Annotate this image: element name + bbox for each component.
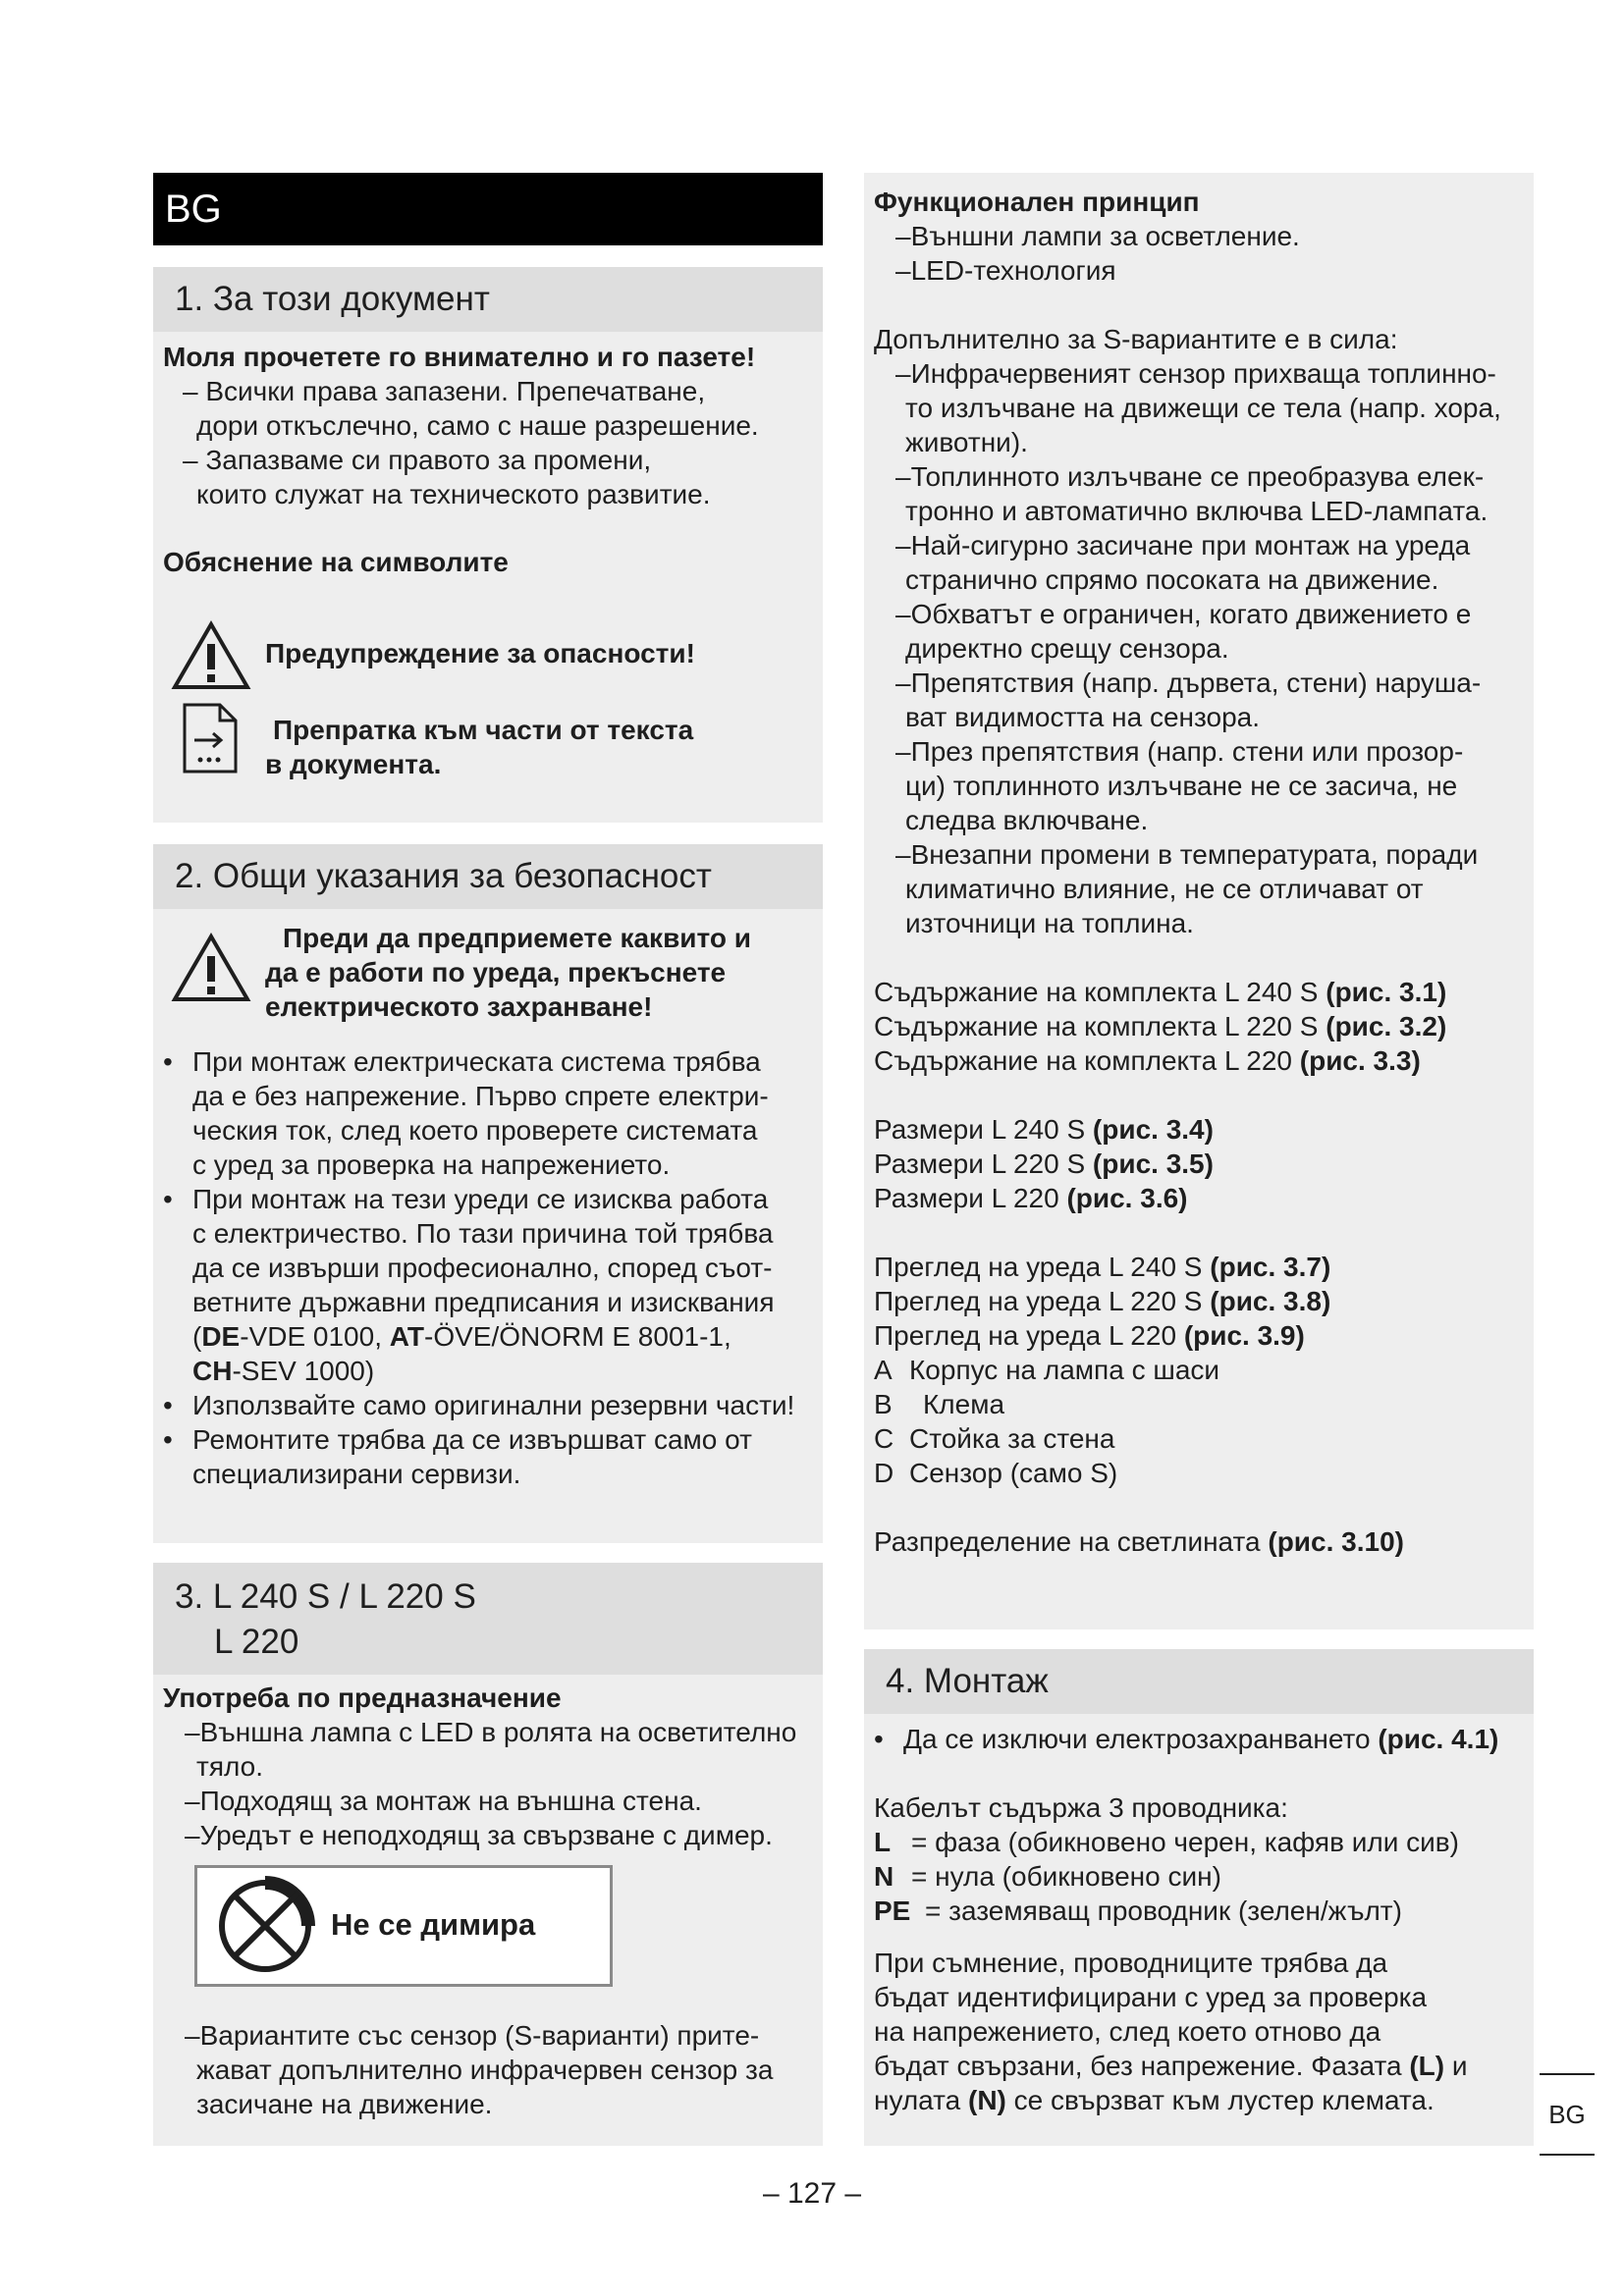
s-variant-intro: Допълнително за S-вариантите е в сила: bbox=[874, 324, 1398, 354]
list-line: то излъчване на движещи се тела (напр. хора, bbox=[905, 393, 1501, 423]
figure-ref: (рис. 3.6) bbox=[1066, 1183, 1188, 1213]
wire-item bbox=[874, 1825, 1524, 1859]
reference-text: Преглед на уреда L 220 S bbox=[874, 1286, 1211, 1316]
list-item bbox=[895, 528, 1524, 597]
list-item bbox=[895, 356, 1524, 459]
reference-text: Съдържание на комплекта L 220 bbox=[874, 1045, 1300, 1076]
doubt-note bbox=[874, 1946, 1524, 2117]
list-item bbox=[895, 837, 1524, 940]
list-line: тронно и автоматично включва LED-лампата. bbox=[905, 496, 1489, 526]
figure-ref: (рис. 3.9) bbox=[1183, 1320, 1305, 1351]
list-item bbox=[895, 666, 1524, 734]
section-title: 1. За този документ bbox=[153, 267, 823, 332]
note-line: на напрежението, след което отново да bbox=[874, 2016, 1381, 2047]
list-line: • Ремонтите трябва да се извършват само от bbox=[192, 1424, 752, 1455]
figure-ref: (рис. 3.8) bbox=[1210, 1286, 1331, 1316]
dimensions bbox=[874, 1112, 1524, 1215]
wire-code: L bbox=[874, 1827, 892, 1857]
list-line: следва включване. bbox=[905, 805, 1149, 835]
note-text: бъдат свързани, без напрежение. Фазата bbox=[874, 2051, 1410, 2081]
section-heading: Функционален принцип bbox=[874, 187, 1200, 217]
wire-text: = заземяващ проводник (зелен/жълт) bbox=[925, 1896, 1402, 1926]
list-item bbox=[153, 1422, 811, 1491]
list-line: –Вариантите със сензор (S-варианти) прите- bbox=[185, 2020, 760, 2051]
list-line: ческия ток, след което проверете системата bbox=[192, 1115, 758, 1146]
no-dimming-box bbox=[194, 1865, 613, 1987]
figure-reference bbox=[874, 1181, 1524, 1215]
list-line: директно срещу сензора. bbox=[905, 633, 1229, 664]
part-letter: D bbox=[874, 1458, 894, 1488]
figure-ref: (рис. 3.2) bbox=[1326, 1011, 1447, 1041]
list-item bbox=[895, 734, 1524, 837]
warning-line: електрическото захранване! bbox=[265, 991, 653, 1022]
reference-text: Разпределение на светлината bbox=[874, 1526, 1269, 1557]
reference-label bbox=[265, 713, 693, 781]
note-text: се свързват към луcтер клемата. bbox=[1005, 2085, 1435, 2115]
list-line: • При монтаж електрическата система трябва bbox=[192, 1046, 761, 1077]
list-line: жават допълнително инфрачервен сензор за bbox=[196, 2055, 774, 2085]
section-product bbox=[153, 1563, 823, 2146]
figure-reference bbox=[874, 1009, 1524, 1043]
warning-triangle-icon bbox=[171, 933, 251, 1003]
figure-reference bbox=[874, 1043, 1524, 1078]
section-safety bbox=[153, 844, 823, 1543]
note-text: и bbox=[1444, 2051, 1468, 2081]
figure-ref: (рис. 3.1) bbox=[1326, 977, 1447, 1007]
list-line: ци) топлинното излъчване не се засича, не bbox=[905, 771, 1458, 801]
section-heading: Употреба по предназначение bbox=[163, 1682, 562, 1713]
section-about-document bbox=[153, 267, 823, 823]
list-line: тяло. bbox=[196, 1751, 263, 1782]
norms-text: -VDE 0100, bbox=[240, 1321, 390, 1352]
list-item: –Подходящ за монтаж на външна стена. bbox=[185, 1786, 702, 1816]
sensor-note bbox=[185, 2018, 773, 2121]
note-line bbox=[874, 2083, 1524, 2117]
list-item bbox=[153, 1182, 811, 1388]
figure-ref: (рис. 3.3) bbox=[1299, 1045, 1421, 1076]
reference-text: Размери L 220 S bbox=[874, 1148, 1093, 1179]
part-letter: B bbox=[874, 1389, 893, 1419]
list-line: странично спрямо посоката на движение. bbox=[905, 564, 1439, 595]
cable-intro: Кабелът съдържа 3 проводника: bbox=[874, 1792, 1288, 1823]
norms-text: ( bbox=[192, 1321, 202, 1352]
list-line: да се извърши професионално, според съот- bbox=[192, 1253, 773, 1283]
country-code: AT bbox=[389, 1321, 425, 1352]
figure-ref: (рис. 3.10) bbox=[1268, 1526, 1404, 1557]
reference-text: Съдържание на комплекта L 240 S bbox=[874, 977, 1326, 1007]
part-item bbox=[874, 1353, 1524, 1387]
figure-reference bbox=[874, 1147, 1524, 1181]
wire-ref: (N) bbox=[968, 2085, 1006, 2115]
reference-label-line: в документа. bbox=[265, 749, 442, 779]
list-line: –Препятствия (напр. дървета, стени) наруша- bbox=[895, 667, 1482, 698]
warning-triangle-icon bbox=[171, 620, 251, 691]
reference-label-line: Препратка към части от текста bbox=[273, 715, 694, 745]
part-letter: C bbox=[874, 1423, 894, 1454]
note-line: При съмнение, проводниците трябва да bbox=[874, 1948, 1388, 1978]
norms-text: -ÖVE/ÖNORM E 8001-1, bbox=[424, 1321, 731, 1352]
list-item: –Външни лампи за осветление. bbox=[895, 221, 1300, 251]
section-title-line: 3. L 240 S / L 220 S bbox=[175, 1577, 476, 1616]
list-item bbox=[153, 1388, 811, 1422]
figure-ref: (рис. 3.4) bbox=[1092, 1114, 1214, 1145]
wire-code: N bbox=[874, 1861, 894, 1892]
list-line: • Използвайте само оригинални резервни части! bbox=[192, 1390, 795, 1420]
part-text: Сензор (само S) bbox=[909, 1458, 1118, 1488]
reference-text: Размери L 220 bbox=[874, 1183, 1067, 1213]
part-text: Стойка за стена bbox=[909, 1423, 1115, 1454]
wire-item bbox=[874, 1859, 1524, 1894]
note-line bbox=[874, 2049, 1524, 2083]
list-item: дори откъслечно, само с наше разрешение. bbox=[196, 410, 759, 441]
section-title-line: L 220 bbox=[214, 1623, 299, 1661]
list-line: с уред за проверка на напрежението. bbox=[192, 1149, 671, 1180]
wire-code: PE bbox=[874, 1896, 911, 1926]
country-code: DE bbox=[201, 1321, 241, 1352]
list-item: –Уредът е неподходящ за свързване с димер. bbox=[185, 1820, 773, 1850]
part-item bbox=[874, 1421, 1524, 1456]
list-item: – Запазваме си правото за промени, bbox=[183, 445, 652, 475]
list-line: ветните държавни предписания и изисквания bbox=[192, 1287, 775, 1317]
wire-item bbox=[874, 1894, 1524, 1928]
list-line: –Инфрачервеният сензор прихваща топлинно- bbox=[895, 358, 1496, 389]
list-item bbox=[874, 1722, 1524, 1756]
part-item bbox=[874, 1387, 1524, 1421]
figure-reference bbox=[874, 1250, 1524, 1284]
list-line: климатично влияние, не се отличават от bbox=[905, 874, 1424, 904]
list-line: –Топлинното излъчване се преобразува елек- bbox=[895, 461, 1485, 492]
list-line: да е без напрежение. Първо спрете електри- bbox=[192, 1081, 769, 1111]
norms-line bbox=[192, 1354, 811, 1388]
reference-text: Размери L 240 S bbox=[874, 1114, 1093, 1145]
s-variant-list bbox=[874, 356, 1524, 940]
warning-line: да е работи по уреда, прекъснете bbox=[265, 957, 727, 988]
list-line: –Най-сигурно засичане при монтаж на уреда bbox=[895, 530, 1471, 561]
note-text: нулата bbox=[874, 2085, 969, 2115]
list-line: • При монтаж на тези уреди се изисква работа bbox=[192, 1184, 769, 1214]
language-bar bbox=[153, 173, 823, 245]
note-line: бъдат идентифицирани с уред за проверка bbox=[874, 1982, 1428, 2012]
bullet: • bbox=[874, 1724, 884, 1754]
figure-ref: (рис. 4.1) bbox=[1378, 1724, 1499, 1754]
figure-ref: (рис. 3.7) bbox=[1210, 1252, 1331, 1282]
warning-line: Преди да предприемете каквито и bbox=[283, 923, 751, 953]
list-item bbox=[895, 597, 1524, 666]
list-line: –Външна лампа с LED в ролята на осветително bbox=[185, 1717, 797, 1747]
side-language-tab bbox=[1540, 2073, 1595, 2156]
list-line: специализирани сервизи. bbox=[192, 1459, 521, 1489]
list-text: Да се изключи електрозахранването bbox=[903, 1724, 1379, 1754]
list-line: –Обхватът е ограничен, когато движението е bbox=[895, 599, 1472, 629]
device-overview bbox=[874, 1250, 1524, 1490]
part-item bbox=[874, 1456, 1524, 1490]
safety-warning bbox=[265, 921, 751, 1024]
kit-contents bbox=[874, 975, 1524, 1078]
reference-text: Преглед на уреда L 220 bbox=[874, 1320, 1184, 1351]
figure-ref: (рис. 3.5) bbox=[1092, 1148, 1214, 1179]
list-item: –LED-технология bbox=[895, 255, 1116, 286]
reference-text: Преглед на уреда L 240 S bbox=[874, 1252, 1211, 1282]
figure-reference bbox=[874, 1112, 1524, 1147]
figure-reference bbox=[874, 1318, 1524, 1353]
list-line: –Внезапни промени в температурата, поради bbox=[895, 839, 1479, 870]
reference-text: Съдържание на комплекта L 220 S bbox=[874, 1011, 1326, 1041]
list-item: които служат на техническото развитие. bbox=[196, 479, 711, 509]
norms-text: -SEV 1000) bbox=[232, 1356, 375, 1386]
language-label: BG bbox=[165, 187, 222, 231]
no-dimmer-icon bbox=[211, 1872, 319, 1980]
list-item bbox=[153, 1044, 811, 1182]
list-line: ват видимостта на сензора. bbox=[905, 702, 1260, 732]
section-title: 4. Монтаж bbox=[864, 1649, 1534, 1714]
part-letter: A bbox=[874, 1355, 893, 1385]
wire-text: = нула (обикновено син) bbox=[911, 1861, 1221, 1892]
list-line: животни). bbox=[905, 427, 1028, 457]
list-item: – Всички права запазени. Препечатване, bbox=[183, 376, 706, 406]
part-text: Корпус на лампа с шаси bbox=[909, 1355, 1220, 1385]
country-code: CH bbox=[192, 1356, 233, 1386]
wire-ref: (L) bbox=[1409, 2051, 1445, 2081]
no-dimming-label: Не се димира bbox=[331, 1907, 536, 1942]
page-number: – 127 – bbox=[762, 2177, 862, 2210]
document-reference-icon bbox=[181, 701, 240, 775]
warning-label: Предупреждение за опасности! bbox=[265, 638, 695, 668]
safety-list bbox=[153, 1044, 811, 1491]
list-line: с електричество. По тази причина той трябва bbox=[192, 1218, 774, 1249]
section-function bbox=[864, 173, 1534, 1629]
wire-text: = фаза (обикновено черен, кафяв или сив) bbox=[911, 1827, 1459, 1857]
figure-reference bbox=[874, 1284, 1524, 1318]
figure-reference bbox=[874, 1524, 1524, 1559]
section-installation bbox=[864, 1649, 1534, 2146]
list-item bbox=[895, 459, 1524, 528]
section-heading: Моля прочетете го внимателно и го пазете! bbox=[163, 342, 756, 372]
section-title bbox=[153, 1563, 823, 1675]
list-item bbox=[163, 1715, 813, 1784]
figure-reference bbox=[874, 975, 1524, 1009]
list-line: източници на топлина. bbox=[905, 908, 1194, 938]
norms-line bbox=[192, 1319, 811, 1354]
list-line: –През препятствия (напр. стени или прозор- bbox=[895, 736, 1464, 767]
list-line: засичане на движение. bbox=[196, 2089, 493, 2119]
section-title: 2. Общи указания за безопасност bbox=[153, 844, 823, 909]
symbols-heading: Обяснение на символите bbox=[163, 547, 509, 577]
part-text: Клема bbox=[923, 1389, 1005, 1419]
side-language-label: BG bbox=[1548, 2100, 1586, 2129]
